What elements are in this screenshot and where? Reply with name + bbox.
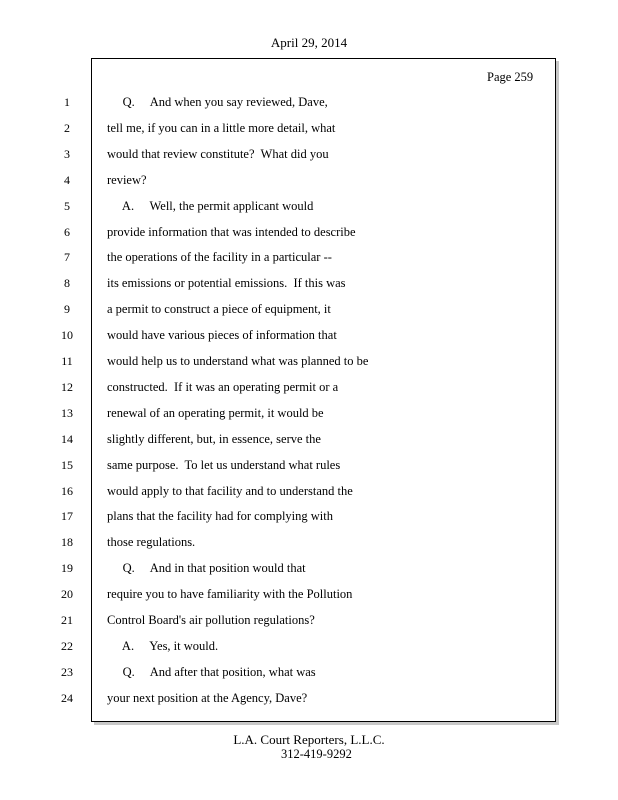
line-number: 3 (64, 146, 70, 161)
line-text: A. Well, the permit applicant would (107, 198, 314, 213)
line-number: 15 (61, 457, 73, 472)
line-number: 6 (64, 224, 70, 239)
line-number: 22 (61, 638, 73, 653)
line-text: its emissions or potential emissions. If this was (107, 276, 346, 291)
line-text: constructed. If it was an operating permit or a (107, 379, 339, 394)
line-text: Q. And when you say reviewed, Dave, (107, 95, 328, 109)
line-text: review? (107, 172, 147, 187)
line-number: 16 (61, 483, 73, 498)
line-text: Q. And after that position, what was (107, 664, 316, 679)
line-number: 5 (64, 198, 70, 213)
line-number: 18 (61, 535, 73, 550)
line-text: provide information that was intended to describe (107, 224, 356, 239)
line-text: same purpose. To let us understand what rules (107, 457, 341, 472)
transcript-date: April 29, 2014 (270, 35, 348, 50)
line-text: require you to have familiarity with the Pollution (107, 587, 353, 602)
line-number: 12 (61, 379, 73, 394)
line-number: 11 (61, 354, 73, 368)
line-number: 10 (61, 328, 73, 343)
line-text: would apply to that facility and to understand the (107, 483, 353, 498)
line-number: 17 (61, 509, 73, 524)
page-number: Page 259 (487, 70, 534, 84)
line-text: tell me, if you can in a little more detail, what (107, 120, 336, 135)
line-number: 7 (64, 250, 70, 265)
line-text: those regulations. (107, 535, 196, 550)
line-number: 4 (64, 172, 70, 187)
line-text: would that review constitute? What did you (107, 146, 329, 161)
line-number: 14 (61, 431, 73, 446)
line-text: a permit to construct a piece of equipment, it (107, 302, 331, 317)
line-number: 24 (61, 690, 73, 705)
line-number: 21 (61, 613, 73, 627)
line-number: 19 (61, 561, 73, 576)
line-number: 2 (64, 120, 70, 135)
line-text: the operations of the facility in a particular -- (107, 250, 332, 265)
line-number: 13 (61, 405, 73, 420)
line-number: 8 (64, 276, 70, 291)
line-text: renewal of an operating permit, it would be (107, 405, 324, 420)
footer-phone: 312-419-9292 (281, 747, 352, 761)
line-text: plans that the facility had for complying with (107, 509, 333, 524)
line-number: 9 (64, 302, 70, 317)
line-number: 20 (61, 587, 73, 602)
line-text: slightly different, but, in essence, serve the (107, 431, 321, 446)
line-text: your next position at the Agency, Dave? (107, 690, 308, 705)
line-text: Control Board's air pollution regulations? (107, 613, 315, 627)
line-number: 23 (61, 664, 73, 679)
line-text: Q. And in that position would that (107, 561, 306, 576)
footer-company: L.A. Court Reporters, L.L.C. (233, 732, 385, 747)
line-text: would help us to understand what was planned to be (107, 354, 369, 368)
line-text: would have various pieces of information that (107, 328, 337, 343)
line-text: A. Yes, it would. (107, 638, 219, 653)
line-number: 1 (64, 95, 70, 109)
